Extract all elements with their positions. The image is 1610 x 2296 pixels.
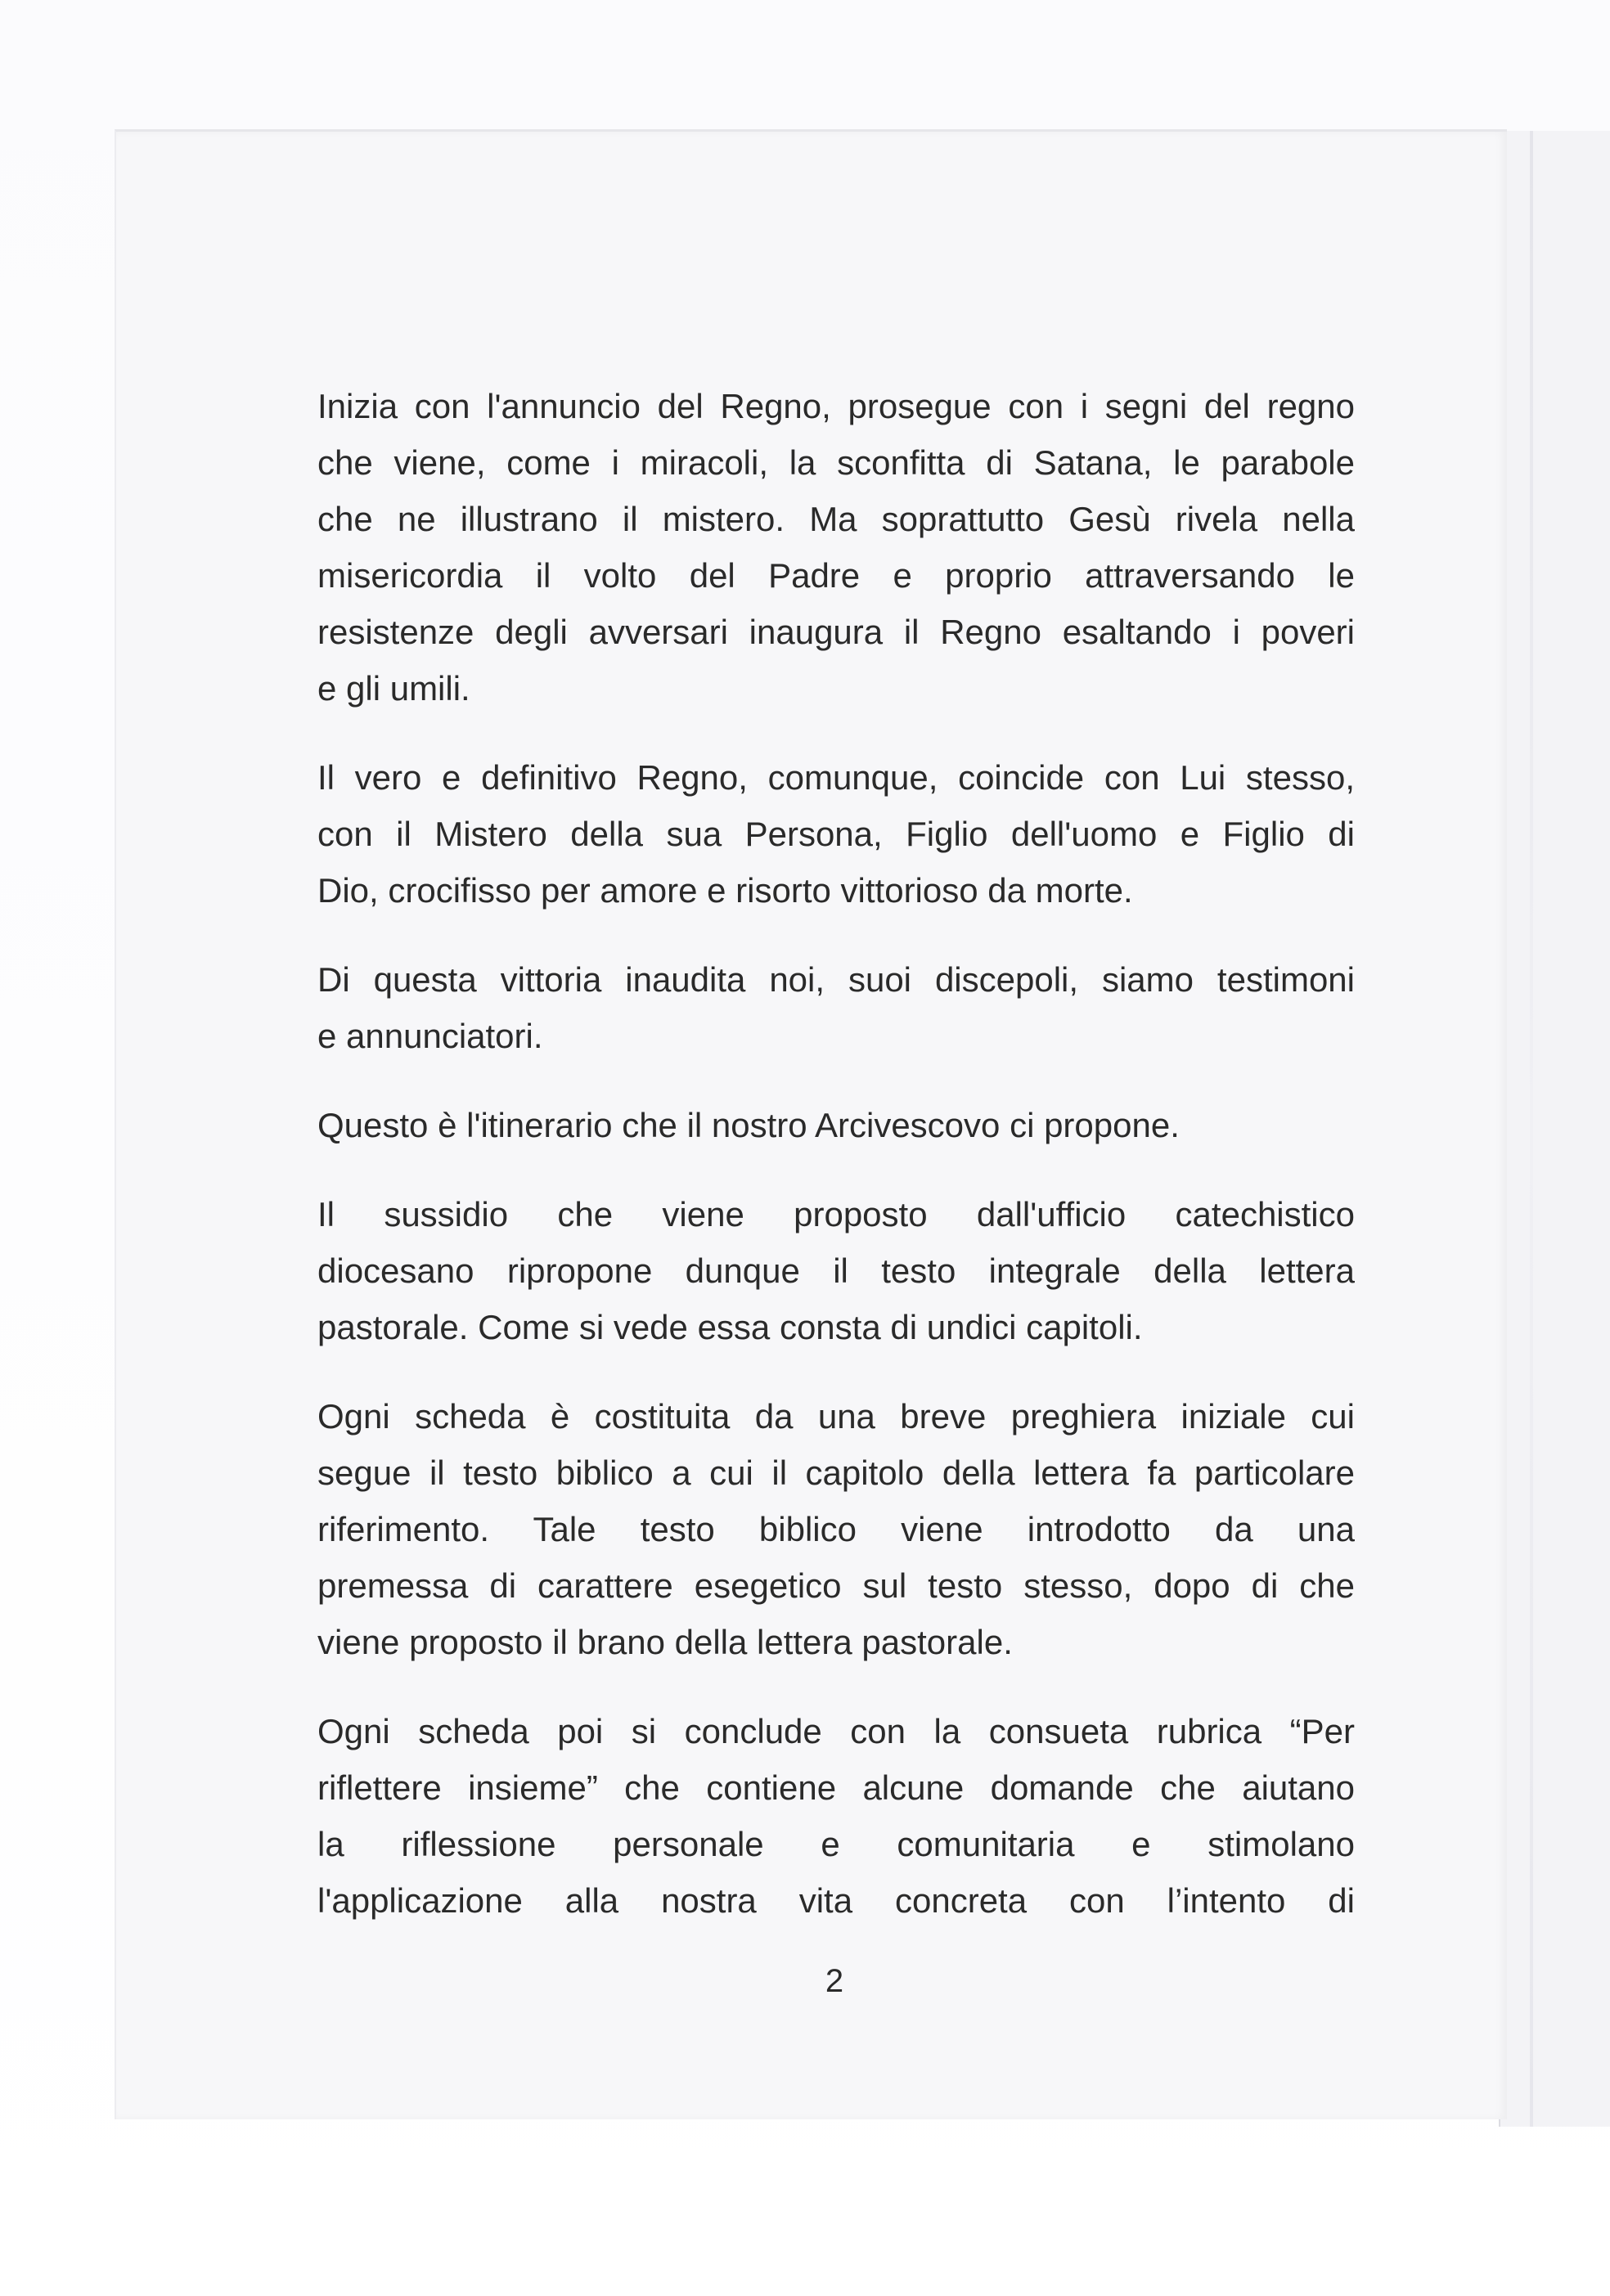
text-line: e annunciatori.	[317, 1017, 543, 1055]
text-line: che ne illustrano il mistero. Ma soprattutto Gesù rivela nella	[317, 500, 1355, 538]
text-line: resistenze degli avversari inaugura il Regno esaltando i poveri	[317, 613, 1355, 651]
text-line: Il vero e definitivo Regno, comunque, coincide con Lui stesso,	[317, 758, 1355, 797]
text-line: Ogni scheda poi si conclude con la consueta rubrica “Per	[317, 1712, 1355, 1750]
paragraph-2	[317, 749, 1355, 919]
text-line: Di questa vittoria inaudita noi, suoi discepoli, siamo testimoni	[317, 960, 1355, 999]
next-page-edge	[1499, 131, 1610, 2127]
text-line: riflettere insieme” che contiene alcune domande che aiutano	[317, 1768, 1355, 1807]
paragraph-4	[317, 1097, 1355, 1153]
text-line: riferimento. Tale testo biblico viene introdotto da una	[317, 1510, 1355, 1548]
paragraph-6	[317, 1388, 1355, 1670]
text-line: che viene, come i miracoli, la sconfitta di Satana, le parabole	[317, 443, 1355, 482]
next-page-shadow	[1530, 131, 1533, 2127]
paragraph-1	[317, 378, 1355, 717]
text-line: diocesano ripropone dunque il testo integrale della lettera	[317, 1251, 1355, 1290]
text-line: Questo è l'itinerario che il nostro Arcivescovo ci propone.	[317, 1106, 1180, 1144]
text-line: Il sussidio che viene proposto dall'ufficio catechistico	[317, 1195, 1355, 1233]
text-line: pastorale. Come si vede essa consta di undici capitoli.	[317, 1308, 1143, 1346]
body-text	[317, 378, 1355, 1961]
page-number: 2	[825, 1963, 844, 1999]
text-line: con il Mistero della sua Persona, Figlio dell'uomo e Figlio di	[317, 815, 1355, 853]
text-line: misericordia il volto del Padre e proprio attraversando le	[317, 556, 1355, 595]
text-line: Ogni scheda è costituita da una breve preghiera iniziale cui	[317, 1397, 1355, 1436]
paragraph-7	[317, 1703, 1355, 1929]
text-line: l'applicazione alla nostra vita concreta con l’intento di	[317, 1881, 1355, 1920]
text-line: e gli umili.	[317, 669, 470, 708]
text-line: Dio, crocifisso per amore e risorto vittorioso da morte.	[317, 871, 1133, 910]
paragraph-3	[317, 951, 1355, 1064]
text-line: premessa di carattere esegetico sul testo stesso, dopo di che	[317, 1566, 1355, 1605]
text-line: viene proposto il brano della lettera pastorale.	[317, 1623, 1013, 1661]
text-line: Inizia con l'annuncio del Regno, prosegue con i segni del regno	[317, 387, 1355, 425]
text-line: la riflessione personale e comunitaria e stimolano	[317, 1825, 1355, 1863]
text-line: segue il testo biblico a cui il capitolo della lettera fa particolare	[317, 1454, 1355, 1492]
paragraph-5	[317, 1186, 1355, 1355]
